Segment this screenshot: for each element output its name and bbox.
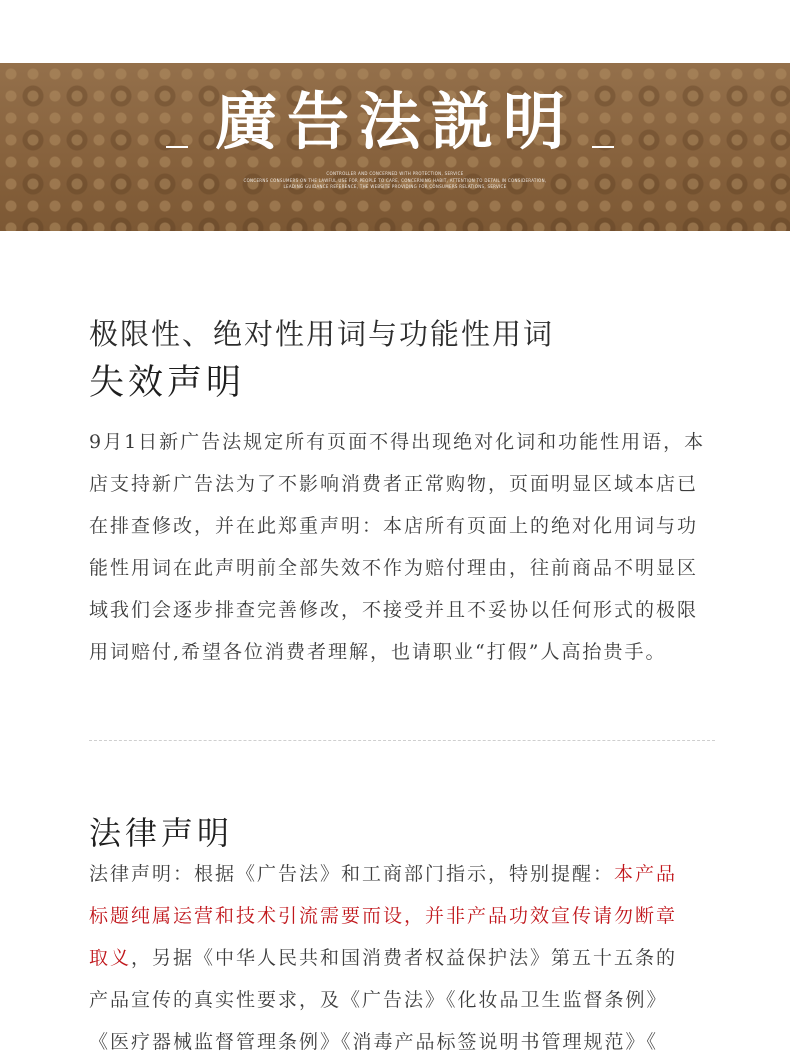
notice-title: 失效声明: [89, 363, 246, 403]
notice-paragraph: [89, 421, 739, 673]
legal-line-3: [89, 937, 739, 979]
notice-line: 店支持新广告法为了不影响消费者正常购物，页面明显区域本店已: [89, 473, 699, 495]
legal-line-2-highlight: 标题纯属运营和技术引流需要而设，并非产品功效宣传请勿断章: [89, 905, 678, 927]
notice-line: 域我们会逐步排查完善修改，不接受并且不妥协以任何形式的极限: [89, 599, 699, 621]
legal-line-3-text: ，另据《中华人民共和国消费者权益保护法》第五十五条的: [131, 947, 678, 969]
notice-subtitle: 极限性、绝对性用词与功能性用词: [89, 317, 555, 351]
legal-line-4: 产品宣传的真实性要求，及《广告法》《化妆品卫生监督条例》: [89, 989, 668, 1011]
legal-line-1: [89, 853, 739, 895]
legal-paragraph: [89, 853, 739, 1063]
banner-title: 廣告法説明: [214, 85, 575, 158]
legal-line-1-highlight: 本产品: [614, 863, 678, 885]
notice-line: 9月1日新广告法规定所有页面不得出现绝对化词和功能性用语，本: [89, 431, 706, 453]
notice-line: 能性用词在此声明前全部失效不作为赔付理由，往前商品不明显区: [89, 557, 699, 579]
notice-line: 在排查修改，并在此郑重声明：本店所有页面上的绝对化用词与功: [89, 515, 699, 537]
header-banner: [0, 63, 790, 231]
legal-line-3-highlight: 取义: [89, 947, 132, 969]
legal-line-1-text: 法律声明：根据《广告法》和工商部门指示，特别提醒：: [89, 863, 615, 885]
banner-fine-print-2: CONCERNS CONSUMERS ON THE LAWFUL USE FOR PEOPLE TO CARE, CONCERNING HABIT, ATTENTION TO DETAIL IN CONSIDERATION,: [243, 178, 547, 183]
banner-fine-print-1: CONTROLLER AND CONCERNED WITH PROTECTION, SERVICE: [326, 171, 464, 176]
banner-fine-print-3: LEADING GUIDANCE REFERENCE, THE WEBSITE PROVIDING FOR CONSUMERS RELATIONS, SERVICE: [283, 184, 507, 189]
section-divider: [89, 740, 715, 741]
legal-line-5: 《医疗器械监督管理条例》《消毒产品标签说明书管理规范》《: [89, 1031, 659, 1053]
legal-title: 法律声明: [89, 814, 234, 852]
title-dash-right: [592, 146, 614, 148]
notice-line: 用词赔付,希望各位消费者理解，也请职业“打假”人高抬贵手。: [89, 641, 667, 663]
